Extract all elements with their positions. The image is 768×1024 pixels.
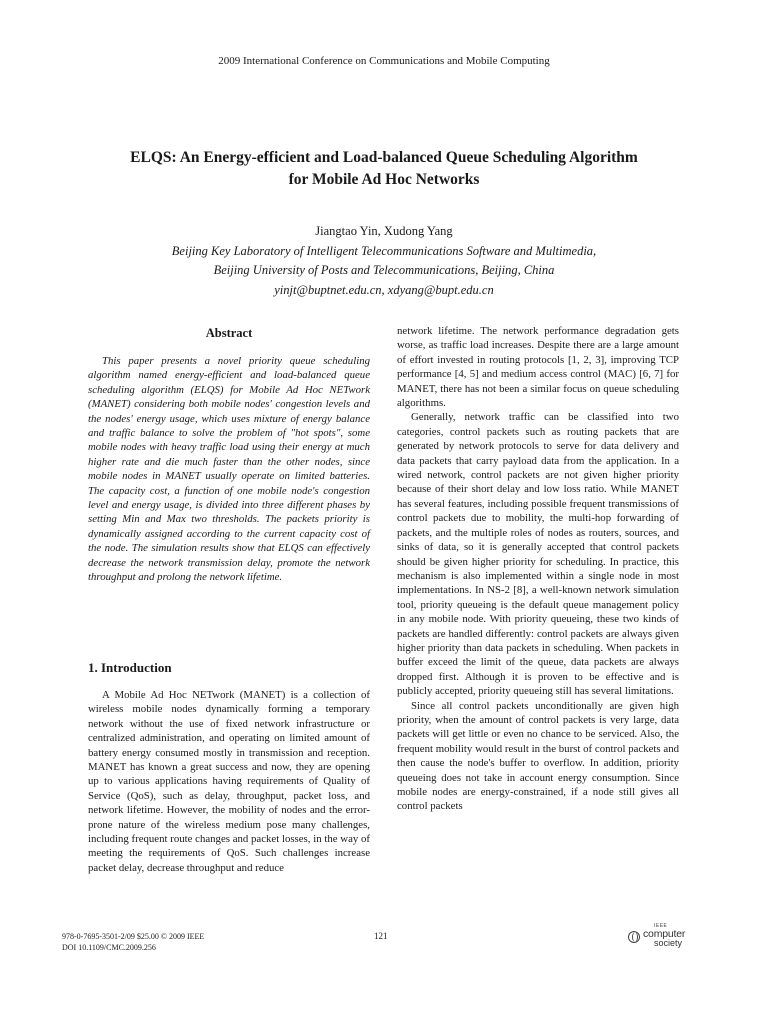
footer-isbn: 978-0-7695-3501-2/09 $25.00 © 2009 IEEE [62,932,205,941]
footer-copyright [62,931,204,953]
page-number: 121 [374,931,388,941]
abstract-body [88,354,370,585]
right-column [397,324,679,814]
conference-header: 2009 International Conference on Communications and Mobile Computing [218,55,550,67]
affiliation-line-1: Beijing Key Laboratory of Intelligent Telecommunications Software and Multimedia, [171,243,597,258]
abstract-heading: Abstract [205,326,253,340]
right-column-paragraph-3: Since all control packets unconditionally are given high priority, when the amount of control packets is very large, data packets will get little or even no chance to be serviced. Also, the frequent mobility would result in the burst of control packets and then cause the node's buffer to overflow. In addition, priority queueing does not take in account energy consumption. Since mobile nodes are energy-constrained, if a node still gives all control packets [397,699,679,813]
author-block [60,222,708,300]
right-column-paragraph-2: Generally, network traffic can be classified into two categories, control packets such as routing packets that are generated by network protocols to serve for data delivery and data packets that carry payload data from the application. In a wired network, control packets are not given higher priority because of their short delay and low loss ratio. While MANET has several features, including possible frequent transmissions of control packets due to mobility, the multi-hop forwarding of packets, and the multiple roles of nodes as routers, sources, and sinks of data, so it is generally accepted that control packets should be given higher priority for scheduling. In practice, this mechanism is also implemented within a single node in most implementations. In NS-2 [8], a well-known network simulation tool, priority queueing is the default queue management policy in any mobile node. With priority queueing, these two kinds of packets are handled differently: control packets are always given higher priority than data packets in scheduling. When packets in buffer exceed the limit of the queue, data packets are always dropped first. Although it is proven to be effective and is publicly accepted, priority queueing still has several limitations. [397,411,679,698]
logo-word-society: society [654,938,683,948]
abstract-text: This paper presents a novel priority queue scheduling algorithm named energy-efficient and load-balanced queue scheduling algorithm (ELQS) for Mobile Ad Hoc NETwork (MANET) considering both mobile nodes' congestion levels and the nodes' energy usage, which uses mixture of energy balance and traffic balance to solve the problem of "hot spots", some mobile nodes with heavy traffic load using their energy at much higher rate and die much faster than the other nodes, since mobile nodes in MANET usually operate on limited batteries. The capacity cost, a function of one mobile node's congestion level and energy usage, is divided into three different phases by setting Min and Max two thresholds. The packets priority is dynamically assigned according to the current capacity cost of the node. The simulation results show that ELQS can effectively decrease the network transmission delay, promote the network throughput and prolong the network lifetime. [88,355,370,584]
logo-word-computer: computer [643,928,686,940]
logo-ieee-text: IEEE [654,923,668,929]
right-column-continuation: network lifetime. The network performance degradation gets worse, as traffic load increases. Despite there are a large amount of effort invested in routing protocols [1, 2, 3], improving TCP performance [4, 5] and medium access control (MAC) [6, 7] for MANET, there has not been a similar focus on queue scheduling algorithms. [397,325,679,410]
author-names: Jiangtao Yin, Xudong Yang [315,224,453,238]
affiliation-line-2: Beijing University of Posts and Telecommunications, Beijing, China [213,263,555,277]
author-emails: yinjt@buptnet.edu.cn, xdyang@bupt.edu.cn [274,282,494,297]
introduction-paragraph-1: A Mobile Ad Hoc NETwork (MANET) is a collection of wireless mobile nodes dynamically forming a temporary network without the use of fixed network infrastructure or centralized administration, and operating on limited amount of battery energy consumed mostly in transmission and reception. MANET has known a great success and now, they are opening up to various applications having requirements of Quality of Service (QoS), such as delay, throughput, packet loss, and network lifetime. However, the mobility of nodes and the error-prone nature of the wireless medium pose many challenges, including frequent route changes and packet losses, in the way of meeting the requirements of QoS. Such challenges increase packet delay, decrease throughput and reduce [88,689,370,874]
title-line-2: for Mobile Ad Hoc Networks [288,171,480,188]
globe-icon [628,931,640,943]
computer-society-logo [628,923,694,949]
introduction-heading: 1. Introduction [88,660,172,675]
introduction-body [88,688,370,875]
footer-doi: DOI 10.1109/CMC.2009.256 [62,943,156,952]
title-line-1: ELQS: An Energy-efficient and Load-balanced Queue Scheduling Algorithm [130,149,638,166]
paper-title [60,147,708,191]
